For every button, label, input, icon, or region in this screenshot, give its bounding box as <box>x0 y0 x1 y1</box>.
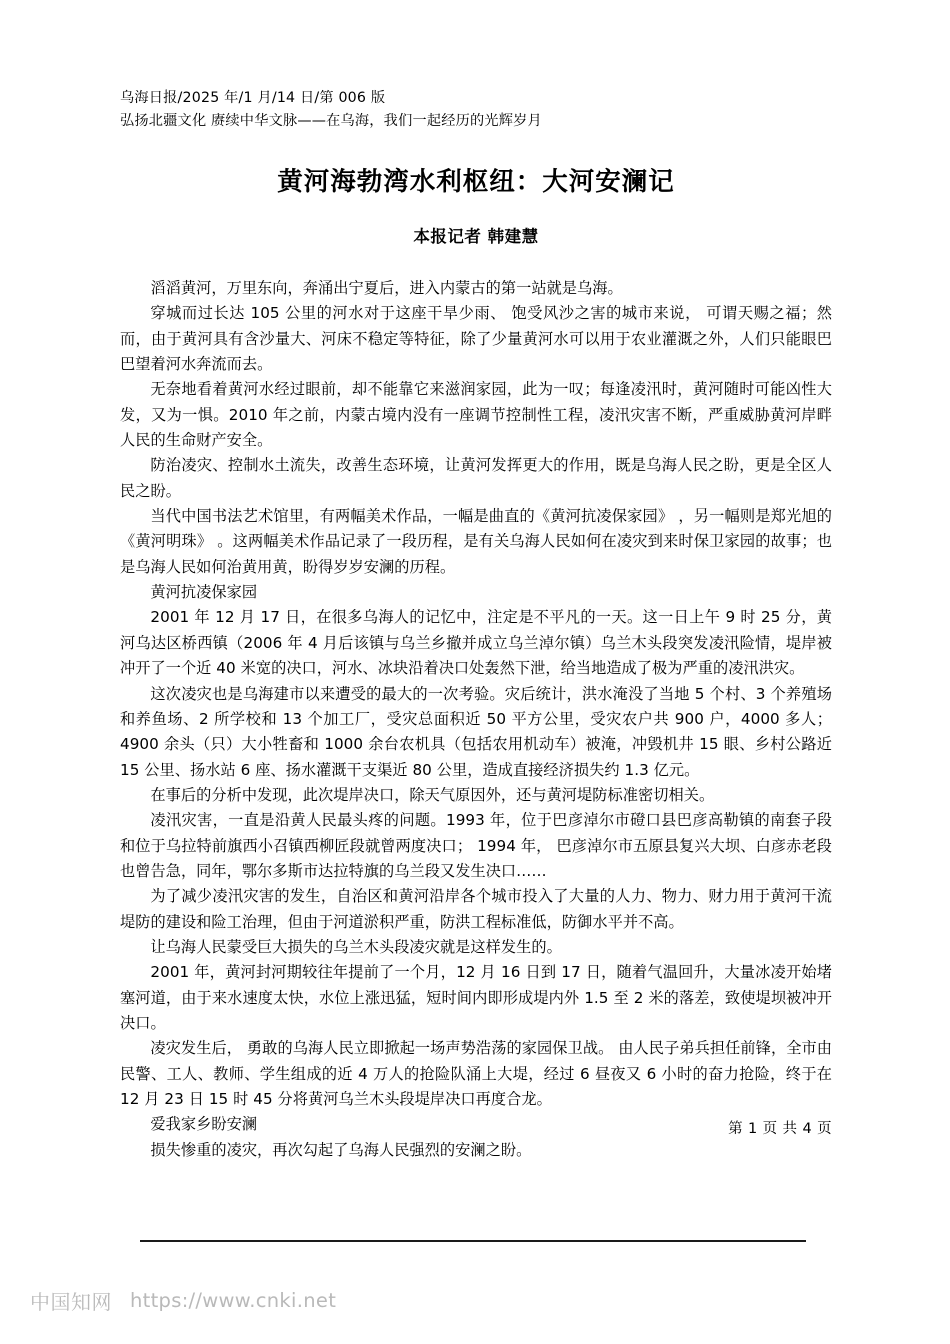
article-paragraph: 凌灾发生后， 勇敢的乌海人民立即掀起一场声势浩荡的家园保卫战。 由人民子弟兵担任前锋，全市由民警、工人、教师、学生组成的近 4 万人的抢险队涌上大堤，经过 6 昼夜又 6 小时的奋力抢险，终于在 12 月 23 日 15 时 45 分将黄河乌兰木头段堤岸决口再度合龙。 <box>120 1039 832 1108</box>
article-paragraph: 无奈地看着黄河水经过眼前，却不能靠它来滋润家园，此为一叹；每逢凌汛时，黄河随时可能凶性大发，又为一惧。2010 年之前，内蒙古境内没有一座调节控制性工程，凌汛灾害不断，严重威胁黄河岸畔人民的生命财产安全。 <box>120 380 832 450</box>
article-subheading: 爱我家乡盼安澜 <box>150 1115 258 1134</box>
article-byline: 本报记者 韩建慧 <box>413 227 539 246</box>
article-content <box>120 88 832 1163</box>
article-paragraph: 穿城而过长达 105 公里的河水对于这座干旱少雨、 饱受风沙之害的城市来说， 可谓天赐之福；然而，由于黄河具有含沙量大、河床不稳定等特征，除了少量黄河水可以用于农业灌溉之外，人们只能眼巴巴望着河水奔流而去。 <box>120 304 832 374</box>
cnki-watermark <box>30 1286 336 1315</box>
watermark-site-name: 中国知网 <box>30 1290 112 1314</box>
article-paragraph: 防治凌灾、控制水土流失，改善生态环境，让黄河发挥更大的作用，既是乌海人民之盼，更是全区人民之盼。 <box>120 456 832 500</box>
article-paragraph: 滔滔黄河，万里东向，奔涌出宁夏后，进入内蒙古的第一站就是乌海。 <box>150 279 623 297</box>
article-subheading: 黄河抗凌保家园 <box>150 583 258 602</box>
article-paragraph: 2001 年，黄河封河期较往年提前了一个月，12 月 16 日到 17 日，随着气温回升，大量冰凌开始堵塞河道，由于来水速度太快，水位上涨迅猛，短时间内即形成堤内外 1.5 至 2 米的落差，致使堤坝被冲开决口。 <box>120 963 832 1032</box>
newspaper-column-line: 弘扬北疆文化 赓续中华文脉——在乌海，我们一起经历的光辉岁月 <box>120 113 542 129</box>
newspaper-source-line: 乌海日报/2025 年/1 月/14 日/第 006 版 <box>120 90 386 106</box>
footer-divider <box>140 1240 806 1242</box>
article-body <box>120 276 832 1163</box>
article-paragraph: 让乌海人民蒙受巨大损失的乌兰木头段凌灾就是这样发生的。 <box>150 937 562 956</box>
article-paragraph: 当代中国书法艺术馆里，有两幅美术作品，一幅是曲直的《黄河抗凌保家园》 ，另一幅则是郑光旭的《黄河明珠》 。这两幅美术作品记录了一段历程，是有关乌海人民如何在凌灾到来时保卫家园的故事；也是乌海人民如何治黄用黄，盼得岁岁安澜的历程。 <box>120 507 832 576</box>
article-paragraph: 为了减少凌汛灾害的发生，自治区和黄河沿岸各个城市投入了大量的人力、物力、财力用于黄河干流堤防的建设和险工治理，但由于河道淤积严重，防洪工程标准低，防御水平并不高。 <box>120 887 832 931</box>
watermark-url: https://www.cnki.net <box>130 1289 337 1312</box>
page-indicator: 第 1 页 共 4 页 <box>728 1121 832 1137</box>
article-paragraph: 2001 年 12 月 17 日，在很多乌海人的记忆中，注定是不平凡的一天。这一日上午 9 时 25 分，黄河乌达区桥西镇（2006 年 4 月后该镇与乌兰乡撤并成立乌兰淖尔镇）乌兰木头段突发凌汛险情，堤岸被冲开了一个近 40 米宽的决口，河水、冰块沿着决口处轰然下泄，给当地造成了极为严重的凌汛洪灾。 <box>120 608 832 678</box>
page-title: 黄河海勃湾水利枢纽：大河安澜记 <box>277 167 675 197</box>
article-paragraph: 损失惨重的凌灾，再次勾起了乌海人民强烈的安澜之盼。 <box>150 1140 532 1159</box>
article-paragraph: 这次凌灾也是乌海建市以来遭受的最大的一次考验。灾后统计，洪水淹没了当地 5 个村、3 个养殖场和养鱼场、2 所学校和 13 个加工厂，受灾总面积近 50 平方公里，受灾农户共 900 户，4000 多人；4900 余头（只）大小牲畜和 1000 余台农机具（包括农用机动车）被淹，冲毁机井 15 眼、乡村公路近 15 公里、扬水站 6 座、扬水灌溉干支渠近 80 公里，造成直接经济损失约 1.3 亿元。 <box>120 684 832 779</box>
article-paragraph: 在事后的分析中发现，此次堤岸决口，除天气原因外，还与黄河堤防标准密切相关。 <box>150 785 715 804</box>
article-paragraph: 凌汛灾害，一直是沿黄人民最头疼的问题。1993 年，位于巴彦淖尔市磴口县巴彦高勒镇的南套子段和位于乌拉特前旗西小召镇西柳匠段就曾两度决口； 1994 年， 巴彦淖尔市五原县复兴大坝、白彦赤老段也曾告急，同年，鄂尔多斯市达拉特旗的乌兰段又发生决口…… <box>120 811 832 880</box>
